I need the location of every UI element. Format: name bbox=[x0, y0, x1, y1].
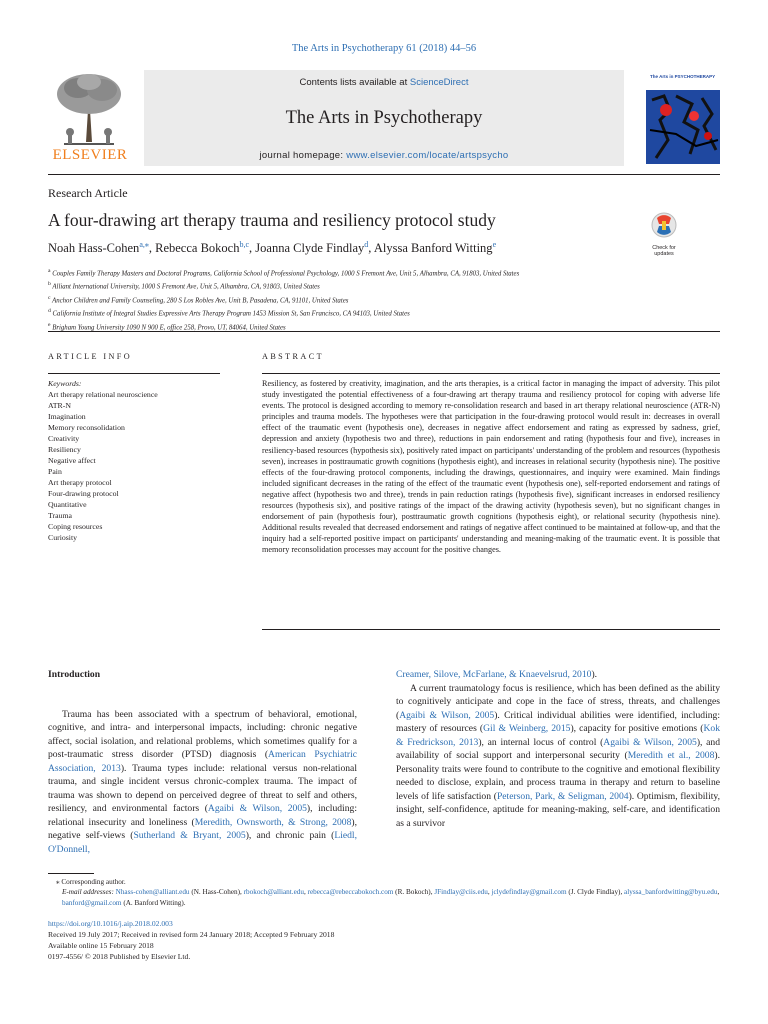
affiliation-text: Alliant International University, 1000 S Fremont Ave, Unit 5, Alhambra, CA, 91803, United States bbox=[50, 283, 320, 291]
keyword-item: Pain bbox=[48, 467, 62, 476]
crossmark-icon bbox=[646, 212, 682, 240]
elsevier-tree-icon bbox=[48, 70, 130, 148]
homepage-prefix: journal homepage: bbox=[259, 150, 347, 161]
keyword-item: Art therapy protocol bbox=[48, 478, 112, 487]
cover-title: The Arts in PSYCHOTHERAPY bbox=[650, 74, 716, 79]
received-dates: Received 19 July 2017; Received in revised form 24 January 2018; Accepted 9 February 2018 bbox=[48, 930, 335, 939]
citation-link[interactable]: Peterson, Park, & Seligman, 2004 bbox=[496, 790, 629, 802]
keyword-item: Art therapy relational neuroscience bbox=[48, 390, 158, 399]
email-owner: (A. Banford Witting). bbox=[121, 898, 186, 907]
email-label: E-mail addresses: bbox=[62, 888, 116, 897]
citation-link[interactable]: Meredith, Ownsworth, & Strong, 2008 bbox=[194, 816, 352, 828]
email-link[interactable]: JFindlay@ciis.edu bbox=[434, 888, 488, 897]
keyword-item: Quantitative bbox=[48, 500, 87, 509]
author-name[interactable]: Noah Hass-Cohen bbox=[48, 241, 140, 256]
affiliation-text: Couples Family Therapy Masters and Doctoral Programs, California School of Professional Psychology, 1000 S Fremont Ave, Unit 5, Alhambra, CA, 91803, United States bbox=[50, 270, 520, 278]
author-separator: , bbox=[249, 241, 256, 256]
text-run: Trauma has been associated with a spectrum of behavioral, emotional, cognitive, and intra- and interpersonal impacts, including: chronic negative affect, social isolation, and relational problems, which sometimes qualify for a post-traumatic stress disorder (PTSD) diagnosis ( bbox=[48, 708, 357, 760]
journal-citation[interactable]: The Arts in Psychotherapy 61 (2018) 44–56 bbox=[291, 43, 477, 54]
affiliation-item bbox=[48, 306, 688, 319]
text-run: ). Trauma types include: relational versus non-relational trauma, and single incident versus chronic-complex trauma. The impact of trauma was shown to depend on perceived degree of threat to self and others, resiliency, and environmental factors ( bbox=[48, 762, 357, 814]
journal-cover-thumbnail[interactable] bbox=[646, 70, 720, 164]
homepage-line bbox=[144, 150, 624, 161]
email-owner: (R. Bokoch), bbox=[393, 888, 435, 897]
email-owner: (N. Hass-Cohen), bbox=[189, 888, 244, 897]
keyword-item: ATR-N bbox=[48, 401, 71, 410]
keyword-item: Coping resources bbox=[48, 522, 103, 531]
author-separator: , bbox=[148, 241, 156, 256]
author-affiliation-marker[interactable]: e bbox=[492, 240, 497, 249]
author-affiliation-marker[interactable]: d bbox=[364, 240, 369, 249]
citation-link[interactable]: Liedl, O'Donnell, bbox=[48, 830, 357, 855]
intro-paragraph-1-continued bbox=[396, 668, 720, 682]
email-owner: , bbox=[303, 888, 308, 897]
elsevier-logo[interactable] bbox=[48, 70, 130, 166]
text-run: ), and availability of social support and interpersonal security ( bbox=[396, 736, 720, 761]
crossmark-badge[interactable] bbox=[646, 212, 682, 257]
contents-line bbox=[144, 77, 624, 88]
email-link[interactable]: jclydefindlay@gmail.com bbox=[491, 888, 567, 897]
text-run: ), negative self-views ( bbox=[48, 816, 357, 841]
masthead bbox=[48, 70, 720, 166]
crossmark-label: Check for updates bbox=[652, 245, 676, 257]
online-date: Available online 15 February 2018 bbox=[48, 941, 154, 950]
email-owner: (J. Clyde Findlay), bbox=[566, 888, 625, 897]
section-rule bbox=[48, 331, 720, 332]
affiliations bbox=[48, 266, 688, 333]
author-list bbox=[48, 240, 496, 256]
author-name[interactable]: Alyssa Banford Witting bbox=[373, 241, 493, 256]
affiliation-marker: a bbox=[48, 268, 51, 274]
citation-link[interactable]: Sutherland & Bryant, 2005 bbox=[133, 830, 246, 841]
abstract-heading: ABSTRACT bbox=[262, 352, 324, 361]
citation-link[interactable]: Creamer, Silove, McFarlane, & Knaevelsrud, 2010 bbox=[396, 669, 592, 680]
affiliation-marker: b bbox=[48, 281, 51, 288]
keyword-item: Memory reconsolidation bbox=[48, 423, 125, 432]
affiliation-marker: d bbox=[48, 308, 51, 315]
abstract-rule-bottom bbox=[262, 629, 720, 630]
text-run: ), capacity for positive emotions ( bbox=[570, 723, 704, 734]
email-link[interactable]: rbokoch@alliant.edu bbox=[243, 888, 304, 897]
affiliation-text: Brigham Young University 1090 N 900 E, office 258, Provo, UT, 84064, United States bbox=[50, 324, 286, 332]
sciencedirect-link[interactable]: ScienceDirect bbox=[409, 77, 469, 88]
citation-link[interactable]: Kok & Fredrickson, 2013 bbox=[396, 723, 720, 748]
keyword-item: Four-drawing protocol bbox=[48, 489, 119, 498]
journal-title: The Arts in Psychotherapy bbox=[285, 108, 483, 128]
email-link[interactable]: banford@gmail.com bbox=[62, 898, 122, 907]
elsevier-wordmark: ELSEVIER bbox=[52, 147, 128, 163]
contents-prefix: Contents lists available at bbox=[299, 77, 410, 88]
keywords-block bbox=[48, 378, 228, 543]
body-column-right bbox=[396, 668, 720, 830]
introduction-heading: Introduction bbox=[48, 669, 101, 680]
author-name[interactable]: Joanna Clyde Findlay bbox=[255, 241, 365, 256]
article-metadata bbox=[48, 918, 448, 962]
corresponding-author-note: ⁎ Corresponding author. bbox=[56, 878, 126, 886]
affiliation-text: California Institute of Integral Studies Expressive Arts Therapy Program 1453 Mission St, San Francisco, CA 94103, United States bbox=[50, 310, 410, 318]
affiliation-text: Anchor Children and Family Counseling, 280 S Los Robles Ave, Unit B, Pasadena, CA, 91101, United States bbox=[50, 297, 349, 305]
cover-artwork-icon bbox=[646, 70, 720, 164]
email-addresses bbox=[48, 887, 720, 908]
author-separator: , bbox=[368, 241, 374, 256]
email-link[interactable]: rebecca@rebeccabokoch.com bbox=[307, 888, 394, 897]
affiliation-item bbox=[48, 279, 688, 292]
text-run: A current traumatology focus is resilience, which has been defined as the ability to cognitively anticipate and cope in the face of stress, threats, and challenges ( bbox=[396, 682, 720, 721]
keywords-label: Keywords: bbox=[48, 379, 82, 388]
text-run: ). Critical individual abilities were identified, including: mastery of resources ( bbox=[396, 709, 720, 734]
keyword-item: Negative affect bbox=[48, 456, 96, 465]
author-name[interactable]: Rebecca Bokoch bbox=[155, 241, 240, 256]
doi-link[interactable]: https://doi.org/10.1016/j.aip.2018.02.003 bbox=[48, 919, 173, 928]
header-rule bbox=[48, 174, 720, 175]
text-run: ), including: relational insecurity and loneliness ( bbox=[48, 803, 357, 828]
journal-homepage-link[interactable]: www.elsevier.com/locate/artspsycho bbox=[346, 150, 509, 161]
article-type: Research Article bbox=[48, 186, 128, 200]
citation-link[interactable]: Agaibi & Wilson, 2005 bbox=[207, 803, 307, 814]
keyword-item: Trauma bbox=[48, 511, 72, 520]
abstract-rule-top bbox=[262, 373, 720, 374]
keyword-item: Resiliency bbox=[48, 445, 81, 454]
citation-link[interactable]: Agaibi & Wilson, 2005 bbox=[399, 709, 495, 721]
text-run: ), and chronic pain ( bbox=[245, 830, 335, 841]
article-title: A four-drawing art therapy trauma and resiliency protocol study bbox=[48, 210, 496, 230]
footnotes bbox=[48, 877, 720, 908]
email-owner: , bbox=[717, 888, 720, 897]
affiliation-item bbox=[48, 293, 688, 306]
intro-paragraph-1 bbox=[48, 708, 357, 857]
citation-link[interactable]: Agaibi & Wilson, 2005 bbox=[603, 736, 697, 748]
intro-paragraph-2 bbox=[396, 682, 720, 831]
author-affiliation-marker[interactable]: b,c bbox=[239, 240, 250, 249]
citation-link[interactable]: American Psychiatric Association, 2013 bbox=[48, 749, 357, 774]
email-link[interactable]: Nhass-cohen@alliant.edu bbox=[115, 888, 190, 897]
article-info-rule bbox=[48, 373, 220, 374]
affiliation-marker: c bbox=[48, 294, 51, 301]
keywords-list bbox=[48, 389, 228, 543]
abstract-text: Resiliency, as fostered by creativity, imagination, and the arts therapies, is a critical factor in managing the impact of adversity. This pilot study investigated the potential effectiveness of a four-drawing art therapy trauma and resiliency protocol for coping with adverse life events. The protocol is designed according to memory re-consolidation research and based in art therapy relational neuroscience (ATR-N) principles and trauma models. The hypotheses were that participation in the four-drawing protocol would result in: decreases in overall effect of the traumatic event (hypothesis one), decreases in negative affect endorsement and rating as expressed by sadness, grief, depression and anxiety (hypothesis two and three), reductions in pain endorsement and rating (hypothesis four and five), increases in resiliency-based resources (hypothesis six), positively rated impact on participants' understanding of the problem and resources (hypothesis seven), increases in posttraumatic growth cognitions (hypothesis eight), and increases in relational security (hypothesis nine). The positive effects of the four-drawing protocol components, including the drawings, questionnaires, and inquiry were examined. Main findings included significant decreases in the rating of the effect of the traumatic event (hypothesis one), self-reported endorsement and ratings of negative affect (hypothesis two and three), trends in pain reduction ratings (hypothesis five), significant increases in endorsed resiliency resources (hypothesis six), and positive ratings of the impact of the drawing activity (hypothesis seven), but no significant changes in endorsement of pain (hypothesis four), posttraumatic growth cognitions (hypothesis eight), or relational security (hypothesis nine). Additional results revealed that decreased endorsement and ratings of negative affect continued to be maintained at follow-up, and that the inquiry had a self-reported positive impact on participants' understanding and meaning-making of the traumatic event. It is possible that memory reconsolidation processes may account for the positive changes. bbox=[262, 379, 720, 555]
text-run: ). bbox=[591, 669, 598, 680]
email-owner: , bbox=[487, 888, 492, 897]
article-info-heading: ARTICLE INFO bbox=[48, 352, 133, 361]
author-affiliation-marker[interactable]: a,⁎ bbox=[139, 240, 149, 249]
keyword-item: Curiosity bbox=[48, 533, 78, 542]
keyword-item: Imagination bbox=[48, 412, 86, 421]
journal-header-box bbox=[144, 70, 624, 166]
body-column-left bbox=[48, 668, 357, 856]
text-run: ). Personality traits were found to contribute to the cognitive and emotional flexibility needed to disclose, explain, and process trauma in therapy and return to baseline levels of life satisfaction ( bbox=[396, 750, 720, 802]
affiliation-marker: e bbox=[48, 321, 51, 328]
footnote-rule bbox=[48, 873, 94, 874]
citation-link[interactable]: Gil & Weinberg, 2015 bbox=[483, 723, 571, 734]
text-run: ). Optimism, flexibility, insight, self-confidence, aptitude for meaning-making, self-care, and identification as a survivor bbox=[396, 790, 720, 829]
text-run: ), an internal locus of control ( bbox=[478, 736, 604, 748]
affiliation-item bbox=[48, 266, 688, 279]
citation-link[interactable]: Meredith et al., 2008 bbox=[627, 750, 715, 761]
email-link[interactable]: alyssa_banfordwitting@byu.edu bbox=[624, 888, 718, 897]
keyword-item: Creativity bbox=[48, 434, 80, 443]
copyright-line: 0197-4556/ © 2018 Published by Elsevier Ltd. bbox=[48, 952, 191, 961]
